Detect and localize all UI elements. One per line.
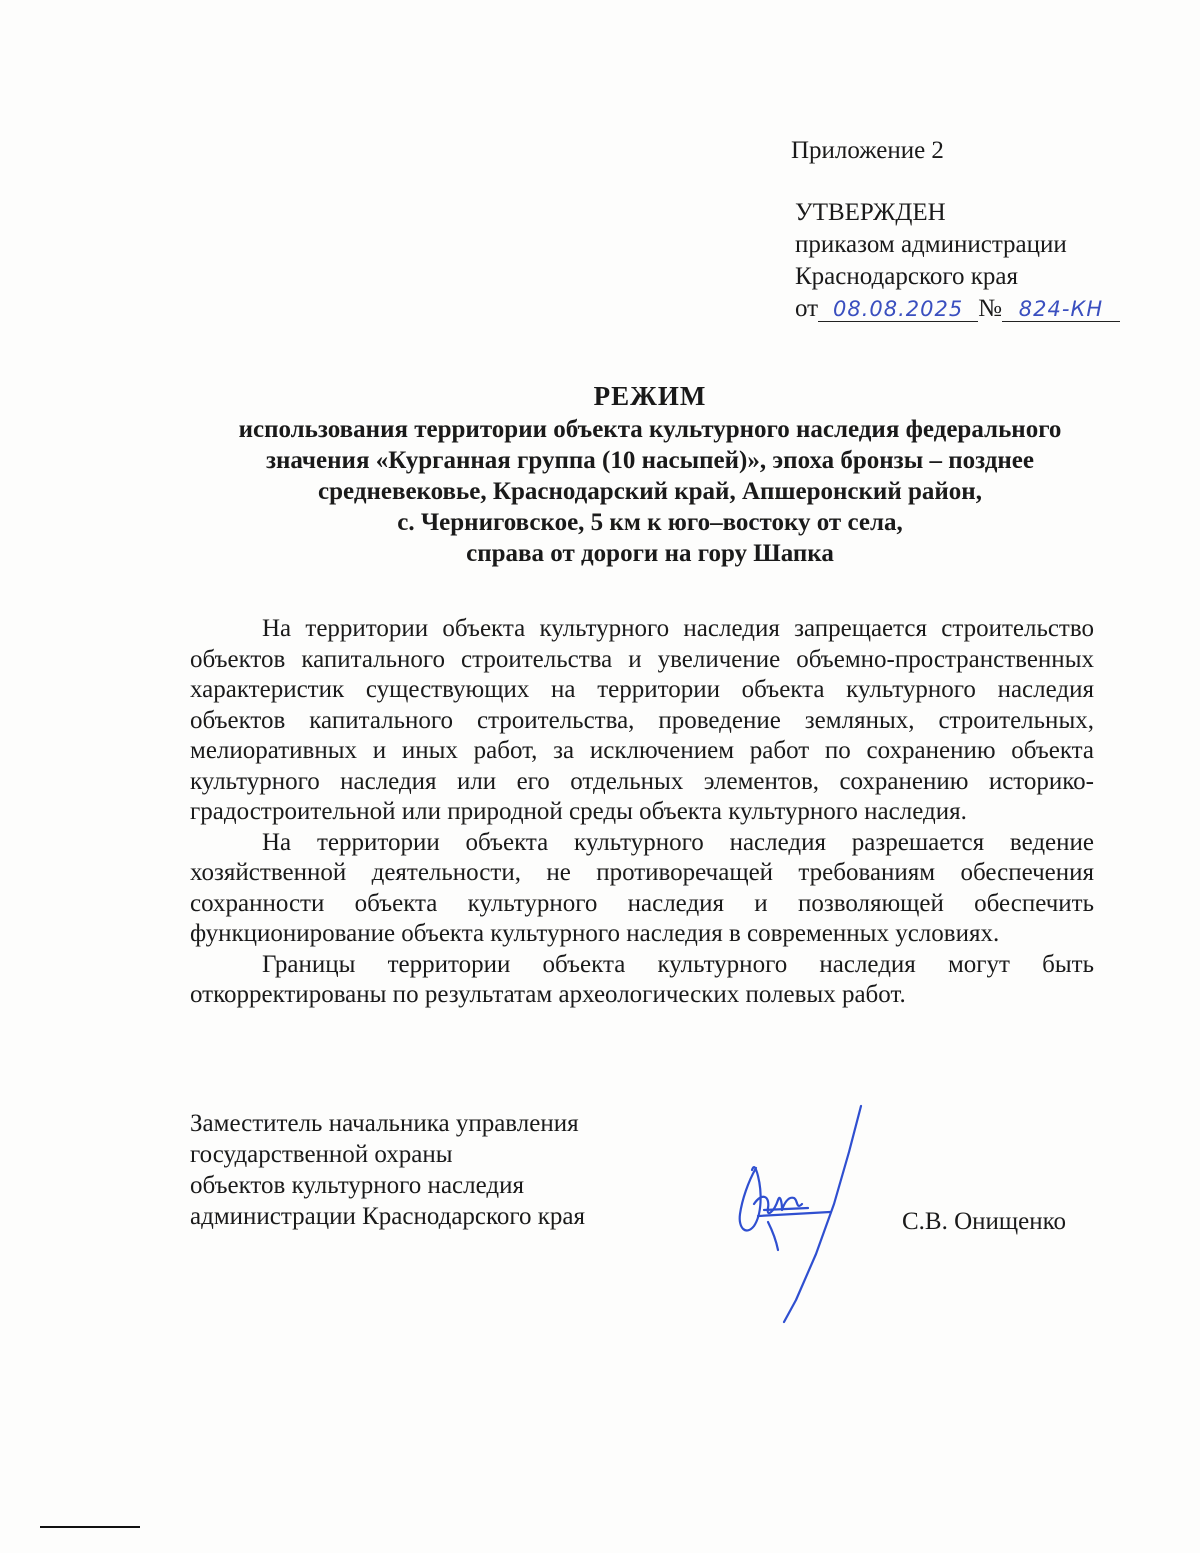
approval-stamp-block <box>795 197 1120 325</box>
signer-position-line: администрации Краснодарского края <box>190 1203 586 1230</box>
document-title-block <box>150 378 1150 569</box>
order-number-sign: № <box>978 295 1002 322</box>
order-number-handwritten: 824-КН <box>1002 297 1120 322</box>
approved-by-line-2: Краснодарского края <box>795 263 1018 290</box>
order-line <box>795 293 1120 325</box>
subtitle-line: использования территории объекта культурного наследия федерального <box>238 416 1062 443</box>
paragraph-permission: На территории объекта культурного наследия разрешается ведение хозяйственной деятельности, не противоречащей требованиям обеспечения сохранности объекта культурного наследия и позволяющей обеспечить функционирование объекта культурного наследия в современных условиях. <box>190 828 1094 947</box>
order-prefix: от <box>795 295 819 322</box>
document-title: РЕЖИМ <box>593 381 707 411</box>
subtitle-line: средневековье, Краснодарский край, Апшеронский район, <box>318 478 982 505</box>
appendix-label: Приложение 2 <box>791 137 944 164</box>
body-text <box>190 614 1094 1011</box>
document-subtitle <box>150 414 1150 569</box>
approved-heading: УТВЕРЖДЕН <box>795 199 946 226</box>
signer-position-line: Заместитель начальника управления <box>190 1110 579 1137</box>
signer-position <box>190 1108 585 1232</box>
subtitle-line: значения «Курганная группа (10 насыпей)», эпоха бронзы – позднее <box>265 447 1034 474</box>
subtitle-line: справа от дороги на гору Шапка <box>466 540 834 567</box>
footer-divider <box>40 1526 140 1528</box>
subtitle-line: с. Черниговское, 5 км к юго–востоку от села, <box>397 509 903 536</box>
paragraph-boundaries: Границы территории объекта культурного наследия могут быть откорректированы по результатам археологических полевых работ. <box>190 950 1094 1008</box>
paragraph-prohibition: На территории объекта культурного наследия запрещается строительство объектов капитального строительства и увеличение объемно-пространственных характеристик существующих на территории объекта культурного наследия объектов капитального строительства, проведение земляных, строительных, мелиоративных и иных работ, за исключением работ по сохранению объекта культурного наследия или его отдельных элементов, сохранению историко-градостроительной или природной среды объекта культурного наследия. <box>190 615 1094 825</box>
order-date-handwritten: 08.08.2025 <box>818 297 978 322</box>
signer-position-line: государственной охраны <box>190 1141 453 1168</box>
approved-by-line-1: приказом администрации <box>795 231 1067 258</box>
signer-name: С.В. Онищенко <box>902 1208 1067 1235</box>
handwritten-signature <box>718 1100 878 1330</box>
signer-position-line: объектов культурного наследия <box>190 1172 524 1199</box>
